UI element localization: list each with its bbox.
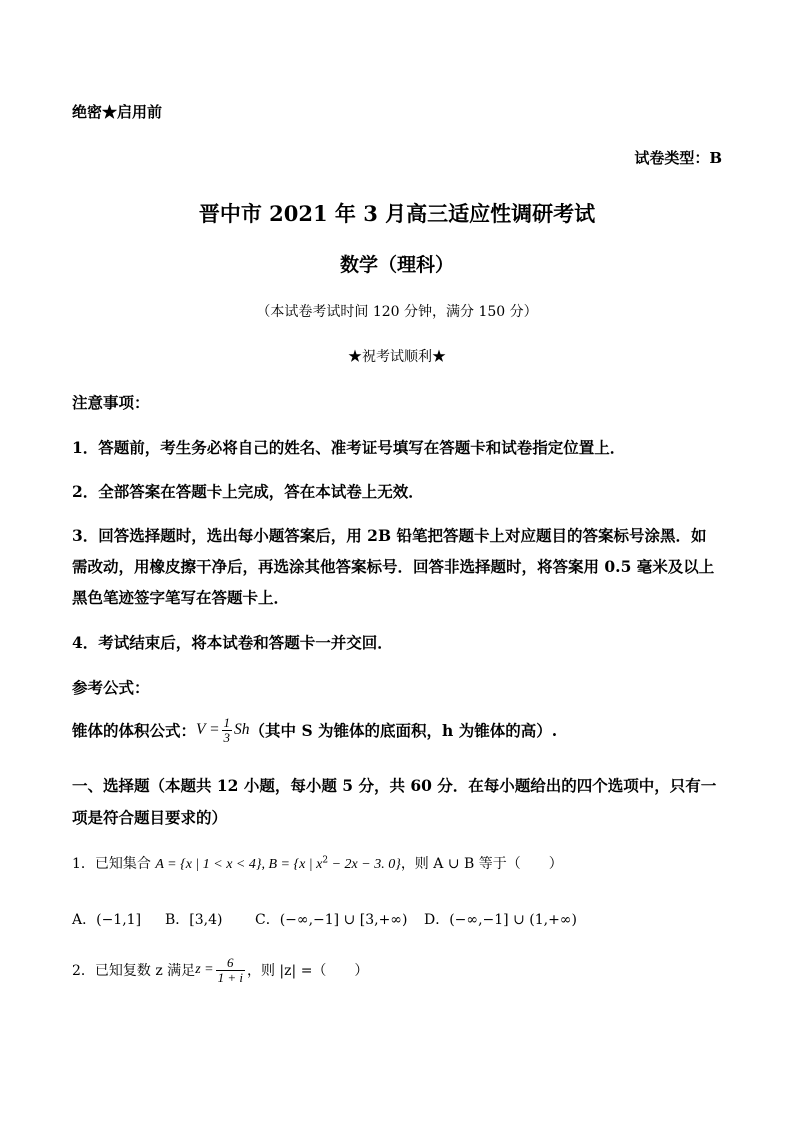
note-1: 1．答题前，考生务必将自己的姓名、准考证号填写在答题卡和试卷指定位置上．	[72, 438, 626, 457]
note-3-line-1: 3．回答选择题时，选出每小题答案后，用 2B 铅笔把答题卡上对应题目的答案标号涂黑．如	[72, 526, 707, 545]
question-2-prefix: 2．已知复数 z 满足	[72, 963, 196, 980]
wish-line: ★祝考试顺利★	[348, 349, 446, 365]
formula-lhs: V =	[196, 721, 220, 739]
set-a-expression: A = {x | 1 < x < 4}, B = {x | x	[155, 857, 323, 872]
formula-note: （其中 S 为锥体的底面积，h 为锥体的高）.	[249, 721, 558, 741]
note-2: 2．全部答案在答题卡上完成，答在本试卷上无效．	[72, 482, 424, 501]
question-2-stem	[72, 956, 368, 984]
q2-denominator: 1 + i	[217, 969, 243, 985]
question-1-stem	[72, 853, 563, 873]
set-b-tail: − 2x − 3. 0}	[328, 857, 401, 872]
q1-option-d: D．(−∞,−1] ∪ (1,+∞)	[424, 912, 577, 928]
question-2-suffix: ，则 |z| =（ ）	[246, 963, 369, 980]
q1-option-c: C．(−∞,−1] ∪ [3,+∞)	[255, 912, 408, 928]
question-1-prefix: 1．已知集合	[72, 856, 156, 872]
question-1-suffix: ，则 A ∪ B 等于（ ）	[400, 856, 563, 872]
formula-label: 锥体的体积公式：	[72, 721, 197, 741]
q1-option-a: A．(−1,1]	[72, 912, 142, 928]
formula-fraction	[222, 716, 233, 744]
reference-heading: 参考公式：	[72, 678, 150, 697]
formula-rhs: Sh	[234, 721, 250, 739]
superscript-2: 2	[322, 855, 329, 866]
section-1-heading-line-2: 项是符合题目要求的）	[72, 808, 228, 827]
formula-denominator: 3	[223, 729, 231, 745]
note-4: 4．考试结束后，将本试卷和答题卡一并交回．	[72, 633, 393, 652]
paper-type-label: 试卷类型：B	[634, 149, 722, 167]
notes-heading: 注意事项：	[72, 393, 150, 412]
section-1-heading-line-1: 一、选择题（本题共 12 小题，每小题 5 分，共 60 分．在每小题给出的四个选项中，只有一	[72, 776, 717, 795]
confidential-label: 绝密★启用前	[72, 103, 163, 121]
volume-formula	[72, 716, 557, 744]
exam-info: （本试卷考试时间 120 分钟，满分 150 分）	[256, 304, 538, 320]
q1-option-b: B．[3,4)	[165, 912, 223, 928]
q2-numerator: 6	[216, 956, 245, 971]
note-3-line-2: 需改动，用橡皮擦干净后，再选涂其他答案标号．回答非选择题时，将答案用 0.5 毫米及以上	[72, 557, 715, 576]
note-3-line-3: 黑色笔迹签字笔写在答题卡上．	[72, 588, 290, 607]
formula-numerator: 1	[223, 715, 231, 730]
q2-fraction	[216, 956, 245, 984]
exam-title: 晋中市 2021 年 3 月高三适应性调研考试	[198, 201, 596, 226]
subject-title: 数学（理科）	[339, 254, 454, 276]
q2-lhs: z =	[195, 962, 214, 978]
